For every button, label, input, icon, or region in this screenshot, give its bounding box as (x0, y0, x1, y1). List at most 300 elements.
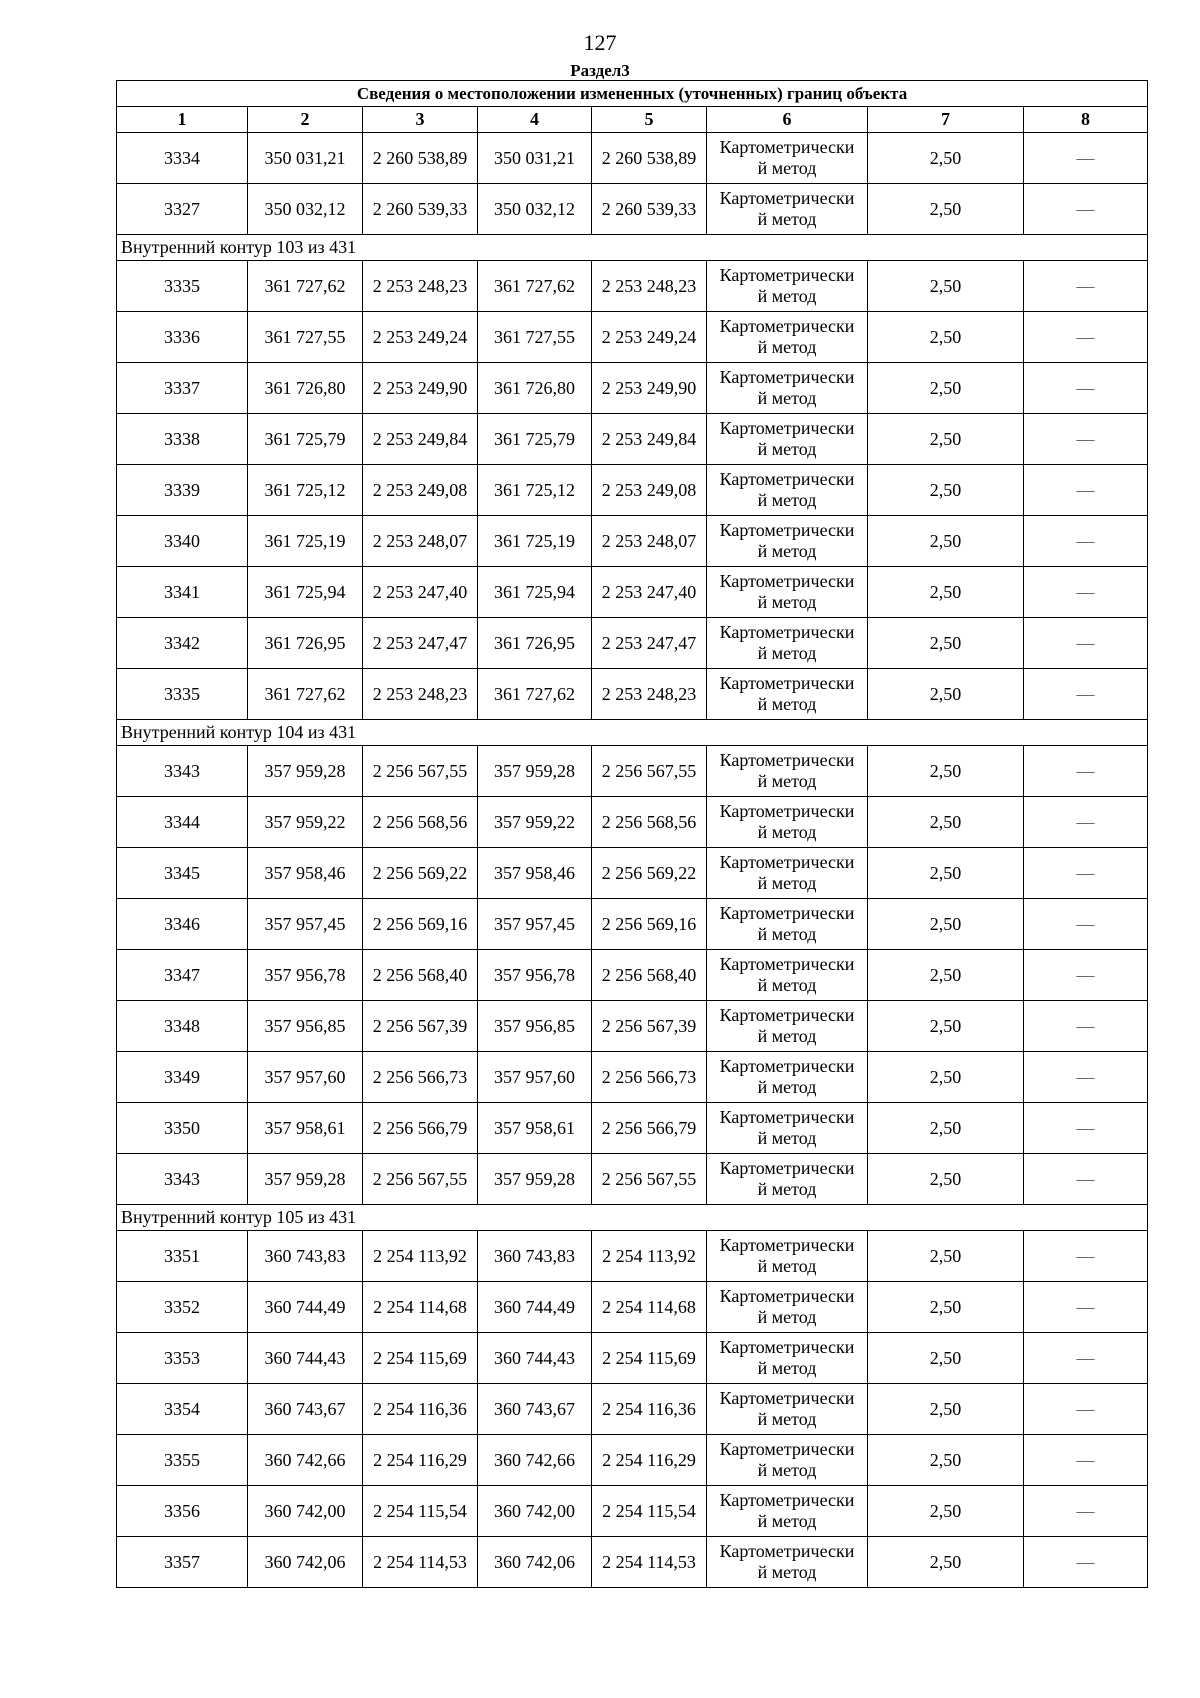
method-cell (707, 363, 868, 414)
method-line: Картометрически (719, 673, 855, 693)
method-line: й метод (757, 1256, 817, 1276)
method-cell (707, 1282, 868, 1333)
table-row (117, 1435, 1148, 1486)
point-number-cell: 3350 (117, 1103, 248, 1154)
table-row (117, 1486, 1148, 1537)
method-line: Картометрически (719, 1388, 855, 1408)
method-cell (707, 669, 868, 720)
y-old-cell: 2 256 566,73 (363, 1052, 478, 1103)
column-header-row (117, 107, 1148, 133)
x-old-cell: 361 726,80 (248, 363, 363, 414)
method-line: Картометрически (719, 1005, 855, 1025)
method-cell (707, 1486, 868, 1537)
x-new-cell: 360 743,67 (478, 1384, 592, 1435)
remark-cell: — (1024, 1537, 1148, 1588)
method-line: Картометрически (719, 520, 855, 540)
method-cell (707, 1333, 868, 1384)
point-number-cell: 3340 (117, 516, 248, 567)
column-header: 7 (868, 107, 1024, 133)
y-old-cell: 2 260 539,33 (363, 184, 478, 235)
remark-cell: — (1024, 1333, 1148, 1384)
y-new-cell: 2 253 249,84 (592, 414, 707, 465)
method-line: Картометрически (719, 1286, 855, 1306)
y-new-cell: 2 254 116,36 (592, 1384, 707, 1435)
point-number-cell: 3339 (117, 465, 248, 516)
accuracy-cell: 2,50 (868, 1537, 1024, 1588)
accuracy-cell: 2,50 (868, 465, 1024, 516)
x-old-cell: 361 727,55 (248, 312, 363, 363)
y-old-cell: 2 253 249,84 (363, 414, 478, 465)
y-new-cell: 2 253 248,23 (592, 261, 707, 312)
table-caption: Сведения о местоположении измененных (уточненных) границ объекта (117, 81, 1148, 107)
method-cell (707, 1537, 868, 1588)
remark-cell: — (1024, 567, 1148, 618)
x-new-cell: 361 725,19 (478, 516, 592, 567)
x-new-cell: 357 959,28 (478, 1154, 592, 1205)
x-new-cell: 357 958,61 (478, 1103, 592, 1154)
accuracy-cell: 2,50 (868, 567, 1024, 618)
method-line: Картометрически (719, 571, 855, 591)
method-cell (707, 465, 868, 516)
x-new-cell: 361 725,79 (478, 414, 592, 465)
method-cell (707, 1154, 868, 1205)
method-cell (707, 1231, 868, 1282)
x-old-cell: 360 744,49 (248, 1282, 363, 1333)
x-new-cell: 360 742,00 (478, 1486, 592, 1537)
y-new-cell: 2 256 567,39 (592, 1001, 707, 1052)
column-header: 8 (1024, 107, 1148, 133)
accuracy-cell: 2,50 (868, 1384, 1024, 1435)
method-line: й метод (757, 1128, 817, 1148)
x-new-cell: 361 726,95 (478, 618, 592, 669)
table-row (117, 184, 1148, 235)
remark-cell: — (1024, 950, 1148, 1001)
x-old-cell: 357 959,22 (248, 797, 363, 848)
method-line: Картометрически (719, 1439, 855, 1459)
table-row (117, 899, 1148, 950)
method-line: й метод (757, 694, 817, 714)
point-number-cell: 3341 (117, 567, 248, 618)
table-row (117, 618, 1148, 669)
y-new-cell: 2 254 115,69 (592, 1333, 707, 1384)
table-row (117, 1154, 1148, 1205)
column-header: 3 (363, 107, 478, 133)
x-new-cell: 357 958,46 (478, 848, 592, 899)
method-line: й метод (757, 592, 817, 612)
remark-cell: — (1024, 899, 1148, 950)
method-line: й метод (757, 1511, 817, 1531)
table-row (117, 516, 1148, 567)
point-number-cell: 3344 (117, 797, 248, 848)
y-old-cell: 2 254 116,36 (363, 1384, 478, 1435)
table-row (117, 1282, 1148, 1333)
table-row (117, 133, 1148, 184)
accuracy-cell: 2,50 (868, 1001, 1024, 1052)
y-new-cell: 2 253 249,08 (592, 465, 707, 516)
y-old-cell: 2 253 249,08 (363, 465, 478, 516)
method-line: й метод (757, 924, 817, 944)
method-cell (707, 618, 868, 669)
method-line: й метод (757, 1358, 817, 1378)
accuracy-cell: 2,50 (868, 1486, 1024, 1537)
x-old-cell: 360 742,00 (248, 1486, 363, 1537)
point-number-cell: 3343 (117, 746, 248, 797)
remark-cell: — (1024, 363, 1148, 414)
point-number-cell: 3338 (117, 414, 248, 465)
remark-cell: — (1024, 1435, 1148, 1486)
x-old-cell: 357 956,85 (248, 1001, 363, 1052)
method-line: Картометрически (719, 1337, 855, 1357)
y-old-cell: 2 253 249,24 (363, 312, 478, 363)
y-new-cell: 2 256 569,22 (592, 848, 707, 899)
y-old-cell: 2 256 566,79 (363, 1103, 478, 1154)
method-line: й метод (757, 209, 817, 229)
method-line: Картометрически (719, 1541, 855, 1561)
x-old-cell: 361 725,79 (248, 414, 363, 465)
remark-cell: — (1024, 1001, 1148, 1052)
y-old-cell: 2 254 115,54 (363, 1486, 478, 1537)
y-new-cell: 2 253 247,40 (592, 567, 707, 618)
method-line: й метод (757, 1562, 817, 1582)
section-title: Раздел3 (570, 61, 630, 80)
contour-row (117, 235, 1148, 261)
column-header: 4 (478, 107, 592, 133)
x-old-cell: 350 032,12 (248, 184, 363, 235)
point-number-cell: 3352 (117, 1282, 248, 1333)
y-old-cell: 2 253 248,23 (363, 261, 478, 312)
method-cell (707, 1103, 868, 1154)
x-new-cell: 360 742,66 (478, 1435, 592, 1486)
table-row (117, 848, 1148, 899)
table-row (117, 1333, 1148, 1384)
x-old-cell: 357 957,45 (248, 899, 363, 950)
method-cell (707, 1052, 868, 1103)
accuracy-cell: 2,50 (868, 669, 1024, 720)
method-line: й метод (757, 643, 817, 663)
point-number-cell: 3342 (117, 618, 248, 669)
y-new-cell: 2 254 116,29 (592, 1435, 707, 1486)
y-new-cell: 2 253 248,23 (592, 669, 707, 720)
table-row (117, 1052, 1148, 1103)
y-old-cell: 2 253 248,23 (363, 669, 478, 720)
accuracy-cell: 2,50 (868, 797, 1024, 848)
accuracy-cell: 2,50 (868, 414, 1024, 465)
contour-label: Внутренний контур 104 из 431 (117, 720, 1148, 746)
x-new-cell: 357 957,45 (478, 899, 592, 950)
method-line: й метод (757, 1460, 817, 1480)
accuracy-cell: 2,50 (868, 1052, 1024, 1103)
page-number: 127 (583, 30, 617, 55)
x-old-cell: 361 727,62 (248, 669, 363, 720)
method-cell (707, 184, 868, 235)
method-line: й метод (757, 541, 817, 561)
x-old-cell: 350 031,21 (248, 133, 363, 184)
y-old-cell: 2 256 567,55 (363, 1154, 478, 1205)
y-new-cell: 2 254 114,68 (592, 1282, 707, 1333)
remark-cell: — (1024, 184, 1148, 235)
y-new-cell: 2 256 567,55 (592, 1154, 707, 1205)
accuracy-cell: 2,50 (868, 1231, 1024, 1282)
method-line: Картометрически (719, 316, 855, 336)
method-line: й метод (757, 388, 817, 408)
accuracy-cell: 2,50 (868, 1282, 1024, 1333)
method-cell (707, 899, 868, 950)
method-line: й метод (757, 439, 817, 459)
remark-cell: — (1024, 1486, 1148, 1537)
y-old-cell: 2 254 116,29 (363, 1435, 478, 1486)
method-line: й метод (757, 1179, 817, 1199)
method-line: Картометрически (719, 188, 855, 208)
method-line: Картометрически (719, 137, 855, 157)
y-new-cell: 2 256 567,55 (592, 746, 707, 797)
method-line: Картометрически (719, 418, 855, 438)
point-number-cell: 3351 (117, 1231, 248, 1282)
table-row (117, 797, 1148, 848)
y-new-cell: 2 260 539,33 (592, 184, 707, 235)
accuracy-cell: 2,50 (868, 261, 1024, 312)
accuracy-cell: 2,50 (868, 899, 1024, 950)
method-line: Картометрически (719, 367, 855, 387)
table-row (117, 1384, 1148, 1435)
point-number-cell: 3345 (117, 848, 248, 899)
accuracy-cell: 2,50 (868, 746, 1024, 797)
boundary-coordinates-table (116, 80, 1148, 1588)
method-line: Картометрически (719, 265, 855, 285)
y-old-cell: 2 253 249,90 (363, 363, 478, 414)
table-row (117, 414, 1148, 465)
remark-cell: — (1024, 1052, 1148, 1103)
x-old-cell: 357 957,60 (248, 1052, 363, 1103)
accuracy-cell: 2,50 (868, 133, 1024, 184)
point-number-cell: 3346 (117, 899, 248, 950)
contour-row (117, 1205, 1148, 1231)
method-line: й метод (757, 1307, 817, 1327)
x-old-cell: 360 743,83 (248, 1231, 363, 1282)
x-new-cell: 357 956,78 (478, 950, 592, 1001)
y-old-cell: 2 256 569,22 (363, 848, 478, 899)
accuracy-cell: 2,50 (868, 848, 1024, 899)
x-old-cell: 357 958,61 (248, 1103, 363, 1154)
table-row (117, 363, 1148, 414)
method-cell (707, 950, 868, 1001)
remark-cell: — (1024, 1384, 1148, 1435)
remark-cell: — (1024, 669, 1148, 720)
method-line: Картометрически (719, 1158, 855, 1178)
method-line: й метод (757, 1026, 817, 1046)
method-line: Картометрически (719, 852, 855, 872)
y-old-cell: 2 254 114,53 (363, 1537, 478, 1588)
method-line: й метод (757, 337, 817, 357)
y-new-cell: 2 256 568,56 (592, 797, 707, 848)
method-line: Картометрически (719, 750, 855, 770)
table-row (117, 950, 1148, 1001)
y-old-cell: 2 260 538,89 (363, 133, 478, 184)
x-new-cell: 357 959,28 (478, 746, 592, 797)
remark-cell: — (1024, 848, 1148, 899)
table-row (117, 669, 1148, 720)
x-new-cell: 357 957,60 (478, 1052, 592, 1103)
method-line: Картометрически (719, 622, 855, 642)
method-cell (707, 312, 868, 363)
accuracy-cell: 2,50 (868, 1154, 1024, 1205)
method-line: й метод (757, 822, 817, 842)
x-new-cell: 361 727,62 (478, 669, 592, 720)
method-line: й метод (757, 286, 817, 306)
y-new-cell: 2 256 566,73 (592, 1052, 707, 1103)
remark-cell: — (1024, 414, 1148, 465)
method-cell (707, 1435, 868, 1486)
point-number-cell: 3353 (117, 1333, 248, 1384)
accuracy-cell: 2,50 (868, 363, 1024, 414)
point-number-cell: 3334 (117, 133, 248, 184)
method-line: й метод (757, 1409, 817, 1429)
remark-cell: — (1024, 1231, 1148, 1282)
point-number-cell: 3335 (117, 261, 248, 312)
remark-cell: — (1024, 1282, 1148, 1333)
method-line: Картометрически (719, 1235, 855, 1255)
y-old-cell: 2 256 567,39 (363, 1001, 478, 1052)
table-row (117, 465, 1148, 516)
point-number-cell: 3357 (117, 1537, 248, 1588)
y-old-cell: 2 256 567,55 (363, 746, 478, 797)
x-new-cell: 357 956,85 (478, 1001, 592, 1052)
point-number-cell: 3348 (117, 1001, 248, 1052)
x-old-cell: 360 742,06 (248, 1537, 363, 1588)
y-new-cell: 2 253 248,07 (592, 516, 707, 567)
method-line: й метод (757, 975, 817, 995)
method-line: Картометрически (719, 903, 855, 923)
point-number-cell: 3335 (117, 669, 248, 720)
column-header: 5 (592, 107, 707, 133)
column-header: 1 (117, 107, 248, 133)
method-line: й метод (757, 1077, 817, 1097)
accuracy-cell: 2,50 (868, 1103, 1024, 1154)
table-row (117, 1001, 1148, 1052)
method-line: Картометрически (719, 469, 855, 489)
method-line: Картометрически (719, 954, 855, 974)
method-line: Картометрически (719, 1490, 855, 1510)
method-cell (707, 133, 868, 184)
accuracy-cell: 2,50 (868, 950, 1024, 1001)
y-old-cell: 2 253 248,07 (363, 516, 478, 567)
y-new-cell: 2 260 538,89 (592, 133, 707, 184)
method-line: й метод (757, 158, 817, 178)
method-cell (707, 1001, 868, 1052)
method-line: Картометрически (719, 1107, 855, 1127)
y-old-cell: 2 256 568,56 (363, 797, 478, 848)
method-line: й метод (757, 873, 817, 893)
table-row (117, 312, 1148, 363)
accuracy-cell: 2,50 (868, 516, 1024, 567)
x-new-cell: 350 032,12 (478, 184, 592, 235)
accuracy-cell: 2,50 (868, 312, 1024, 363)
contour-label: Внутренний контур 105 из 431 (117, 1205, 1148, 1231)
y-old-cell: 2 253 247,40 (363, 567, 478, 618)
remark-cell: — (1024, 516, 1148, 567)
x-new-cell: 361 726,80 (478, 363, 592, 414)
y-new-cell: 2 254 114,53 (592, 1537, 707, 1588)
y-new-cell: 2 254 115,54 (592, 1486, 707, 1537)
point-number-cell: 3343 (117, 1154, 248, 1205)
x-new-cell: 361 725,94 (478, 567, 592, 618)
column-header: 6 (707, 107, 868, 133)
x-new-cell: 360 744,49 (478, 1282, 592, 1333)
accuracy-cell: 2,50 (868, 618, 1024, 669)
table-row (117, 1231, 1148, 1282)
y-new-cell: 2 254 113,92 (592, 1231, 707, 1282)
point-number-cell: 3337 (117, 363, 248, 414)
remark-cell: — (1024, 261, 1148, 312)
x-old-cell: 361 727,62 (248, 261, 363, 312)
y-new-cell: 2 256 566,79 (592, 1103, 707, 1154)
y-old-cell: 2 254 115,69 (363, 1333, 478, 1384)
point-number-cell: 3327 (117, 184, 248, 235)
y-new-cell: 2 253 249,24 (592, 312, 707, 363)
table-row (117, 746, 1148, 797)
point-number-cell: 3356 (117, 1486, 248, 1537)
method-cell (707, 516, 868, 567)
table-row (117, 567, 1148, 618)
accuracy-cell: 2,50 (868, 1435, 1024, 1486)
x-old-cell: 357 959,28 (248, 746, 363, 797)
x-new-cell: 360 742,06 (478, 1537, 592, 1588)
x-old-cell: 361 725,19 (248, 516, 363, 567)
remark-cell: — (1024, 312, 1148, 363)
y-new-cell: 2 253 247,47 (592, 618, 707, 669)
point-number-cell: 3354 (117, 1384, 248, 1435)
x-new-cell: 360 743,83 (478, 1231, 592, 1282)
method-line: Картометрически (719, 801, 855, 821)
table-row (117, 1103, 1148, 1154)
method-cell (707, 414, 868, 465)
x-old-cell: 361 726,95 (248, 618, 363, 669)
y-new-cell: 2 256 568,40 (592, 950, 707, 1001)
point-number-cell: 3336 (117, 312, 248, 363)
point-number-cell: 3347 (117, 950, 248, 1001)
x-old-cell: 357 959,28 (248, 1154, 363, 1205)
contour-label: Внутренний контур 103 из 431 (117, 235, 1148, 261)
method-cell (707, 567, 868, 618)
remark-cell: — (1024, 465, 1148, 516)
x-new-cell: 361 727,55 (478, 312, 592, 363)
accuracy-cell: 2,50 (868, 184, 1024, 235)
x-old-cell: 360 744,43 (248, 1333, 363, 1384)
x-new-cell: 350 031,21 (478, 133, 592, 184)
accuracy-cell: 2,50 (868, 1333, 1024, 1384)
remark-cell: — (1024, 1154, 1148, 1205)
method-cell (707, 848, 868, 899)
remark-cell: — (1024, 797, 1148, 848)
method-line: й метод (757, 771, 817, 791)
y-old-cell: 2 256 569,16 (363, 899, 478, 950)
table-body (117, 81, 1148, 1588)
method-line: й метод (757, 490, 817, 510)
point-number-cell: 3355 (117, 1435, 248, 1486)
x-old-cell: 361 725,94 (248, 567, 363, 618)
point-number-cell: 3349 (117, 1052, 248, 1103)
x-old-cell: 360 743,67 (248, 1384, 363, 1435)
y-old-cell: 2 254 113,92 (363, 1231, 478, 1282)
x-new-cell: 360 744,43 (478, 1333, 592, 1384)
x-old-cell: 357 958,46 (248, 848, 363, 899)
table-row (117, 261, 1148, 312)
table-caption-row (117, 81, 1148, 107)
method-cell (707, 797, 868, 848)
y-new-cell: 2 253 249,90 (592, 363, 707, 414)
x-new-cell: 361 727,62 (478, 261, 592, 312)
remark-cell: — (1024, 746, 1148, 797)
method-cell (707, 746, 868, 797)
